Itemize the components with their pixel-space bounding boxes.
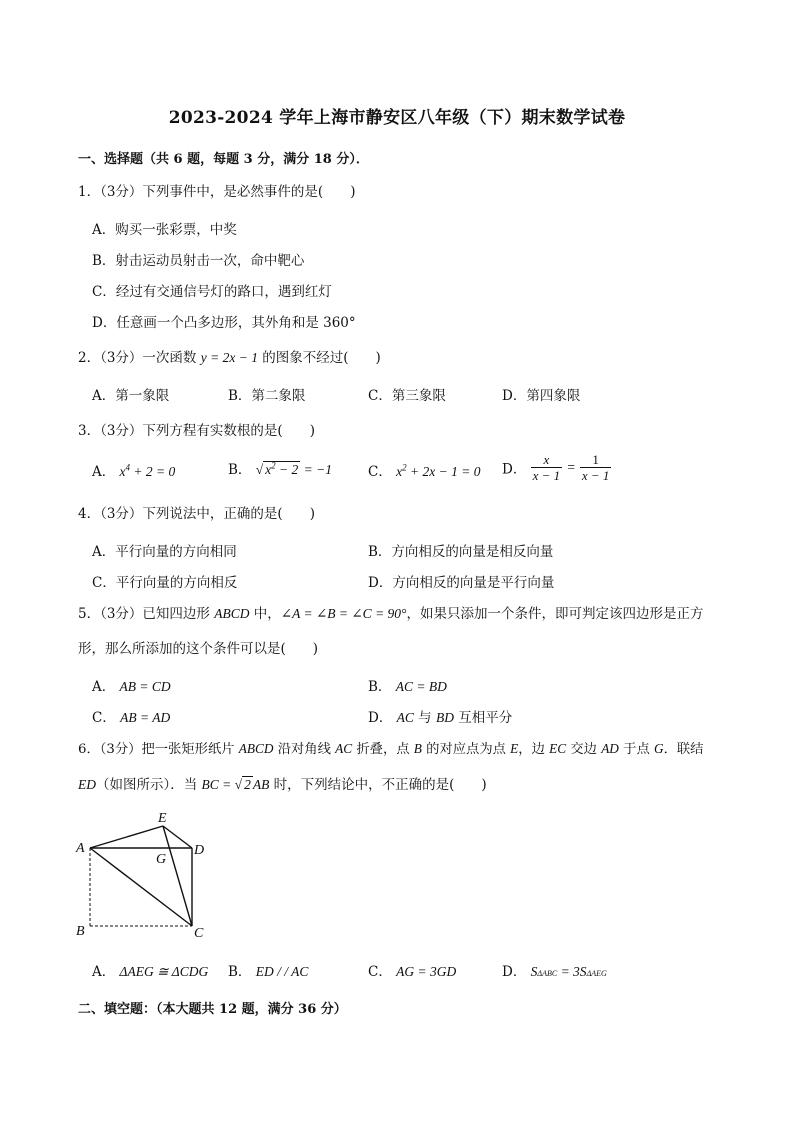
edge-ae — [90, 826, 163, 848]
question-4-option-d: D．方向相反的向量是平行向量 — [368, 575, 555, 591]
question-5-option-b: B． AC = BD — [368, 679, 447, 695]
question-1-option-d: D．任意画一个凸多边形，其外角和是 360° — [92, 315, 356, 331]
question-2-option-d: D．第四象限 — [502, 388, 581, 404]
question-4-option-b: B．方向相反的向量是相反向量 — [368, 544, 554, 560]
question-6-option-d: D． SΔABC = 3SΔAEG — [502, 964, 607, 980]
question-6-stem-line2: ED（如图所示）．当 BC = √ 2 AB 时，下列结论中，不正确的是( ) — [78, 777, 487, 793]
question-5-stem-line1: 5．（3分）已知四边形 ABCD 中，∠A = ∠B = ∠C = 90°，如果只添加一个条件，即可判定该四边形是正方 — [78, 606, 704, 622]
diagonal-ac — [90, 848, 192, 926]
question-1-option-a: A．购买一张彩票，中奖 — [92, 222, 237, 238]
label-e: E — [158, 811, 167, 826]
question-6-option-a: A． ΔAEG ≅ ΔCDG — [92, 964, 209, 980]
question-3-option-c: C． $x^2 + 2x - 1 = 0$ — [368, 462, 481, 480]
question-1-option-c: C．经过有交通信号灯的路口，遇到红灯 — [92, 284, 332, 300]
question-1-option-b: B．射击运动员射击一次，命中靶心 — [92, 253, 305, 269]
label-g: G — [156, 852, 167, 867]
edge-ec — [163, 826, 192, 926]
section-heading-fill-in: 二、填空题：（本大题共 12 题，满分 36 分） — [78, 1002, 347, 1017]
section-heading-choice: 一、选择题（共 6 题，每题 3 分，满分 18 分）． — [78, 152, 369, 167]
question-2-option-c: C．第三象限 — [368, 388, 446, 404]
question-6-option-c: C． AG = 3GD — [368, 964, 457, 980]
question-3-option-d: D． $\frac{x}{x - 1}$ = $\frac{1}{x - 1}$ — [502, 452, 610, 483]
question-4-option-a: A．平行向量的方向相同 — [92, 544, 237, 560]
question-6-stem-line1: 6．（3分）把一张矩形纸片 ABCD 沿对角线 AC 折叠，点 B 的对应点为点 E，边 EC 交边 AD 于点 G．联结 — [78, 741, 704, 757]
question-1-stem: 1．（3分）下列事件中，是必然事件的是( ) — [78, 184, 356, 200]
question-4-stem: 4．（3分）下列说法中，正确的是( ) — [78, 506, 315, 522]
question-2-option-b: B．第二象限 — [228, 388, 306, 404]
question-2-stem: 2．（3分）一次函数 y = 2x − 1 的图象不经过( ) — [78, 350, 381, 366]
question-5-option-d: D． AC 与 BD 互相平分 — [368, 710, 513, 726]
question-3-option-b: B． √ $x^2 - 2 = -1$ — [228, 460, 332, 478]
label-d: D — [194, 843, 205, 858]
edge-ed — [163, 826, 192, 848]
question-2-option-a: A．第一象限 — [92, 388, 170, 404]
folded-rectangle-figure — [70, 808, 220, 938]
page-title: 2023-2024 学年上海市静安区八年级（下）期末数学试卷 — [168, 108, 626, 128]
label-c: C — [194, 926, 204, 938]
question-5-stem-line2: 形，那么所添加的这个条件可以是( ) — [78, 641, 319, 657]
question-3-stem: 3．（3分）下列方程有实数根的是( ) — [78, 423, 315, 439]
question-5-option-c: C． AB = AD — [92, 710, 171, 726]
label-b: B — [76, 924, 85, 938]
question-6-option-b: B． ED / / AC — [228, 964, 309, 980]
question-3-option-a: A． $x^4 + 2 = 0$ — [92, 462, 176, 480]
label-a: A — [76, 841, 85, 856]
question-4-option-c: C．平行向量的方向相反 — [92, 575, 238, 591]
question-5-option-a: A． AB = CD — [92, 679, 171, 695]
